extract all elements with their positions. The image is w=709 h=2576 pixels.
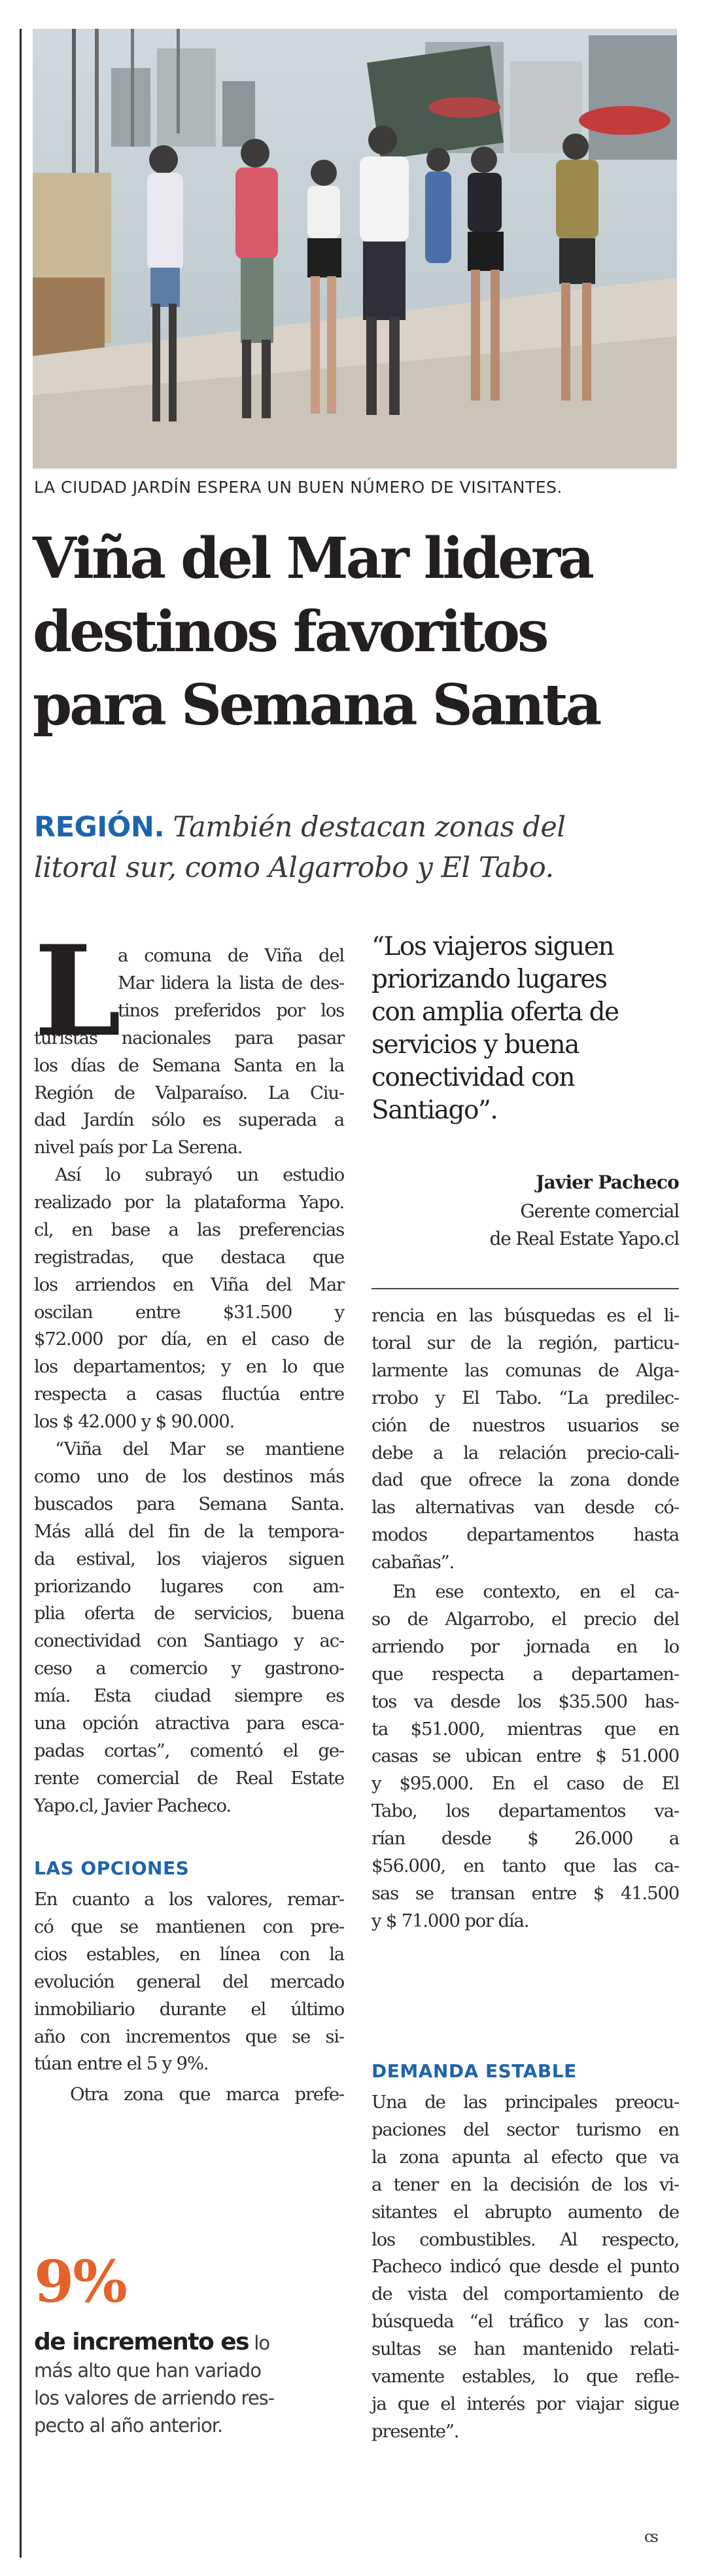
paragraph-prices <box>372 1579 679 1935</box>
headline-line: para Semana Santa <box>33 672 600 738</box>
text-line: sultas se han mantenido relati- <box>372 2338 679 2360</box>
paragraph-intro <box>34 918 344 1162</box>
section-heading-demanda: DEMANDA ESTABLE <box>372 2060 577 2082</box>
paragraph-study <box>34 1162 344 1436</box>
stat-text-line: más alto que han variado <box>34 2359 261 2382</box>
pull-quote-line: servicios y buena <box>372 1030 579 1060</box>
text-line: cl, en base a las preferencias <box>34 1219 344 1240</box>
text-line: tos va desde los $35.500 has- <box>372 1690 679 1712</box>
text-line: dad Jardín sólo es superada a <box>34 1109 344 1131</box>
headline-line: destinos favoritos <box>33 599 547 665</box>
text-line: mía. Esta ciudad siempre es <box>34 1685 344 1707</box>
text-line: cabañas”. <box>372 1552 455 1573</box>
text-line: túan entre el 5 y 9%. <box>34 2053 209 2075</box>
stat-value: 9% <box>34 2247 126 2316</box>
text-line: Mar lidera la lista de des- <box>118 972 344 993</box>
text-line: una opción atractiva para esca- <box>34 1713 344 1734</box>
subheadline-line: litoral sur, como Algarrobo y El Tabo. <box>34 851 554 884</box>
text-line: $72.000 por día, en el caso de <box>34 1329 344 1350</box>
text-line: da estival, los viajeros siguen <box>34 1548 344 1569</box>
headline-line: Viña del Mar lidera <box>33 526 592 592</box>
pull-quote-line: Santiago”. <box>372 1096 498 1125</box>
text-line: a tener en la decisión de los vi- <box>372 2174 679 2195</box>
text-line: casas se ubican entre $ 51.000 <box>372 1745 679 1767</box>
text-line: los departamentos; y en lo que <box>34 1356 344 1378</box>
text-line: modos departamentos hasta <box>372 1524 679 1546</box>
text-line: arriendo por jornada en lo <box>372 1636 679 1657</box>
text-line: sitantes el abrupto aumento de <box>372 2201 679 2223</box>
text-line: los combustibles. Al respecto, <box>372 2228 679 2250</box>
text-line: turistas nacionales para pasar <box>34 1027 344 1048</box>
stat-text-line: pecto al año anterior. <box>34 2414 223 2437</box>
text-line: ceso a comercio y gastrono- <box>34 1658 344 1679</box>
text-line: ja que el interés por viajar sigue <box>372 2393 679 2414</box>
text-line: ción de nuestros usuarios se <box>372 1414 679 1436</box>
paragraph-demand <box>372 2089 679 2446</box>
text-line: có que se mantienen con pre- <box>34 1916 344 1937</box>
text-line: a comuna de Viña del <box>118 945 344 966</box>
text-line: y $ 71.000 por día. <box>372 1910 529 1931</box>
text-line: sas se transan entre $ 41.500 <box>372 1882 679 1904</box>
quote-divider <box>372 1288 679 1289</box>
headline <box>33 522 687 742</box>
text-line: Pacheco indicó que desde el punto <box>372 2256 679 2278</box>
text-line: conectividad con Santiago y ac- <box>34 1630 344 1652</box>
text-line: nivel país por La Serena. <box>34 1137 243 1158</box>
text-line: vamente estables, lo que refle- <box>372 2366 679 2388</box>
pull-quote-line: priorizando lugares <box>372 965 607 994</box>
text-line: Una de las principales preocu- <box>372 2092 679 2113</box>
text-line: padas cortas”, comentó el ge- <box>34 1740 344 1761</box>
text-line: Así lo subrayó un estudio <box>55 1164 344 1185</box>
text-line: realizado por la plataforma Yapo. <box>34 1191 344 1213</box>
text-line: búsqueda “el tráfico y las con- <box>372 2311 679 2333</box>
text-line: so de Algarrobo, el precio del <box>372 1608 679 1630</box>
text-line: los días de Semana Santa en la <box>34 1054 344 1076</box>
text-line: como uno de los destinos más <box>34 1465 344 1487</box>
text-line: rente comercial de Real Estate <box>34 1767 344 1789</box>
stat-description <box>34 2329 348 2439</box>
column-rule-left <box>20 29 22 2558</box>
drop-cap: L <box>34 918 122 1064</box>
text-line: dad que ofrece la zona donde <box>372 1469 679 1491</box>
quote-author-role-line: de Real Estate Yapo.cl <box>489 1228 679 1249</box>
pull-quote-line: con amplia oferta de <box>372 997 619 1027</box>
paragraph-values <box>34 1886 344 2078</box>
text-line: Yapo.cl, Javier Pacheco. <box>34 1795 231 1816</box>
text-line: debe a la relación precio-cali- <box>372 1442 679 1463</box>
pull-quote-line: conectividad con <box>372 1063 575 1092</box>
stat-lead: de incremento es <box>34 2329 249 2355</box>
subheadline-text: También destacan zonas del <box>164 811 566 844</box>
paragraph-preference <box>372 1302 679 1577</box>
photo-caption: LA CIUDAD JARDÍN ESPERA UN BUEN NÚMERO DE VISITANTES. <box>34 478 562 497</box>
article-photo <box>33 29 677 469</box>
text-line: oscilan entre $31.500 y <box>34 1301 344 1323</box>
section-heading-opciones: LAS OPCIONES <box>34 1857 190 1879</box>
text-line: registradas, que destaca que <box>34 1246 344 1268</box>
subheadline <box>34 807 682 888</box>
text-line: En cuanto a los valores, remar- <box>34 1889 344 1910</box>
text-line: paciones del sector turismo en <box>372 2119 679 2140</box>
text-line: respecta a casas fluctúa entre <box>34 1384 344 1405</box>
quote-author-name: Javier Pacheco <box>536 1172 679 1193</box>
text-line: toral sur de la región, particu- <box>372 1332 679 1353</box>
text-line: los arriendos en Viña del Mar <box>34 1274 344 1295</box>
text-line: Región de Valparaíso. La Ciu- <box>34 1082 344 1103</box>
text-line: “Viña del Mar se mantiene <box>55 1439 344 1459</box>
text-line: que respecta a departamen- <box>372 1663 679 1685</box>
text-line: $56.000, en tanto que las ca- <box>372 1855 679 1877</box>
text-line: Otra zona que marca prefe- <box>70 2084 344 2105</box>
text-line: las alternativas van desde có- <box>372 1497 679 1518</box>
text-line: la zona apunta al efecto que va <box>372 2146 679 2168</box>
text-line: de vista del comportamiento de <box>372 2283 679 2305</box>
text-line: año con incrementos que se si- <box>34 2026 344 2047</box>
text-line: larmente las comunas de Alga- <box>372 1359 679 1381</box>
text-line: buscados para Semana Santa. <box>34 1493 344 1514</box>
kicker-label: REGIÓN. <box>34 811 165 844</box>
beach-promenade-illustration <box>33 29 677 469</box>
text-line: rían desde $ 26.000 a <box>372 1828 679 1850</box>
pull-quote <box>372 931 679 1127</box>
text-line: Tabo, los departamentos va- <box>372 1800 679 1822</box>
text-line: tinos preferidos por los <box>118 999 344 1021</box>
paragraph-other-zone <box>34 2081 344 2109</box>
text-line: inmobiliario durante el último <box>34 1998 344 2020</box>
paragraph-quote <box>34 1436 344 1820</box>
text-line: En ese contexto, en el ca- <box>392 1581 679 1602</box>
pull-quote-line: “Los viajeros siguen <box>372 932 614 961</box>
text-line: Más allá del fin de la tempora- <box>34 1520 344 1542</box>
text-line: los $ 42.000 y $ 90.000. <box>34 1411 235 1433</box>
text-line: ta $51.000, mientras que en <box>372 1718 679 1740</box>
text-line: plia oferta de servicios, buena <box>34 1603 344 1624</box>
text-line: cios estables, en línea con la <box>34 1943 344 1965</box>
text-line: presente”. <box>372 2420 459 2442</box>
text-line: rrobo y El Tabo. “La predilec- <box>372 1387 679 1408</box>
quote-author-role <box>372 1198 679 1253</box>
stat-text-line: los valores de arriendo res- <box>34 2387 275 2409</box>
quote-author-role-line: Gerente comercial <box>520 1200 679 1222</box>
text-line: priorizando lugares con am- <box>34 1575 344 1597</box>
stat-text-line: lo <box>249 2332 270 2354</box>
end-mark: cs <box>644 2528 656 2546</box>
text-line: y $95.000. En el caso de El <box>372 1773 679 1795</box>
text-line: evolución general del mercado <box>34 1971 344 1992</box>
subheadline-line <box>34 807 682 848</box>
text-line: rencia en las búsquedas es el li- <box>372 1305 679 1326</box>
